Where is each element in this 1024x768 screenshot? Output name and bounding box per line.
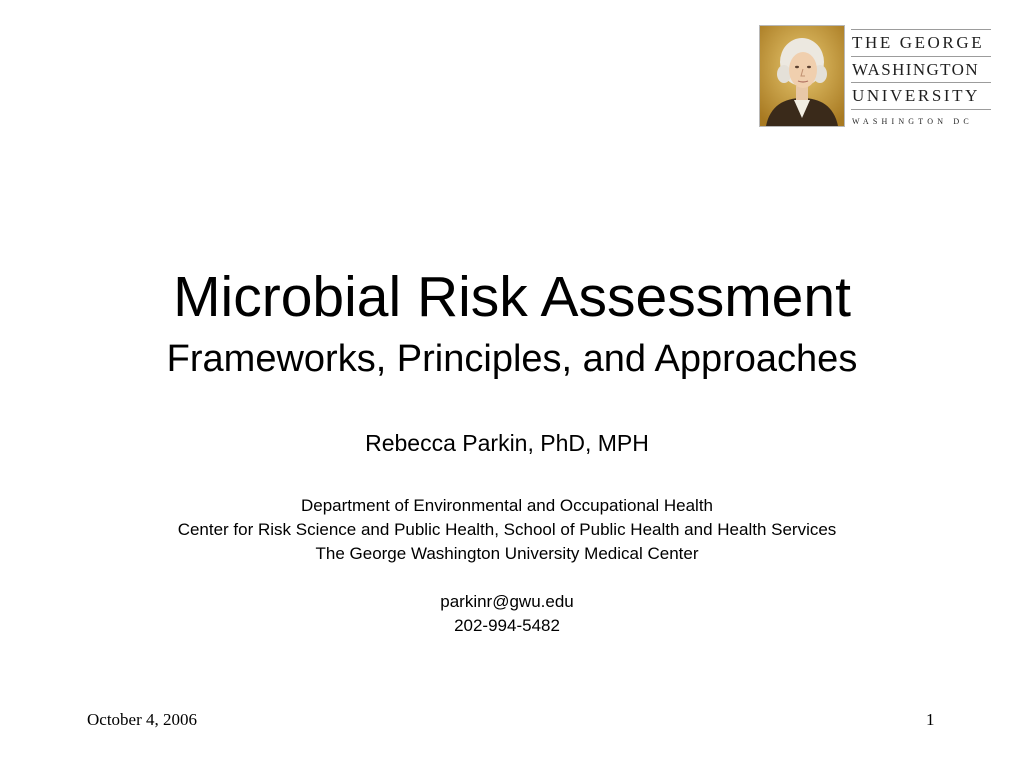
affiliation-university: The George Washington University Medical Center <box>315 544 699 563</box>
logo-rule-1 <box>851 56 991 57</box>
slide-title: Microbial Risk Assessment <box>173 265 851 329</box>
logo-text-line4: WASHINGTON DC <box>852 117 973 126</box>
contact-email: parkinr@gwu.edu <box>440 592 574 611</box>
logo-rule-top <box>851 29 991 30</box>
affiliation-department: Department of Environmental and Occupational Health <box>300 496 713 515</box>
logo-text-line1: THE GEORGE <box>852 33 985 52</box>
contact-phone: 202-994-5482 <box>454 616 560 635</box>
logo-rule-3 <box>851 109 991 110</box>
footer-date: October 4, 2006 <box>87 710 198 729</box>
slide-subtitle: Frameworks, Principles, and Approaches <box>166 338 858 380</box>
logo-rule-2 <box>851 82 991 83</box>
author-name: Rebecca Parkin, PhD, MPH <box>365 430 649 456</box>
logo-text-line2: WASHINGTON <box>852 60 980 79</box>
portrait-image <box>760 26 844 126</box>
logo-text-line3: UNIVERSITY <box>852 86 980 105</box>
washington-portrait <box>759 25 845 127</box>
university-logo <box>759 25 991 129</box>
affiliation-center: Center for Risk Science and Public Health, School of Public Health and Health Services <box>177 520 837 539</box>
slide-page-number: 1 <box>926 710 935 729</box>
